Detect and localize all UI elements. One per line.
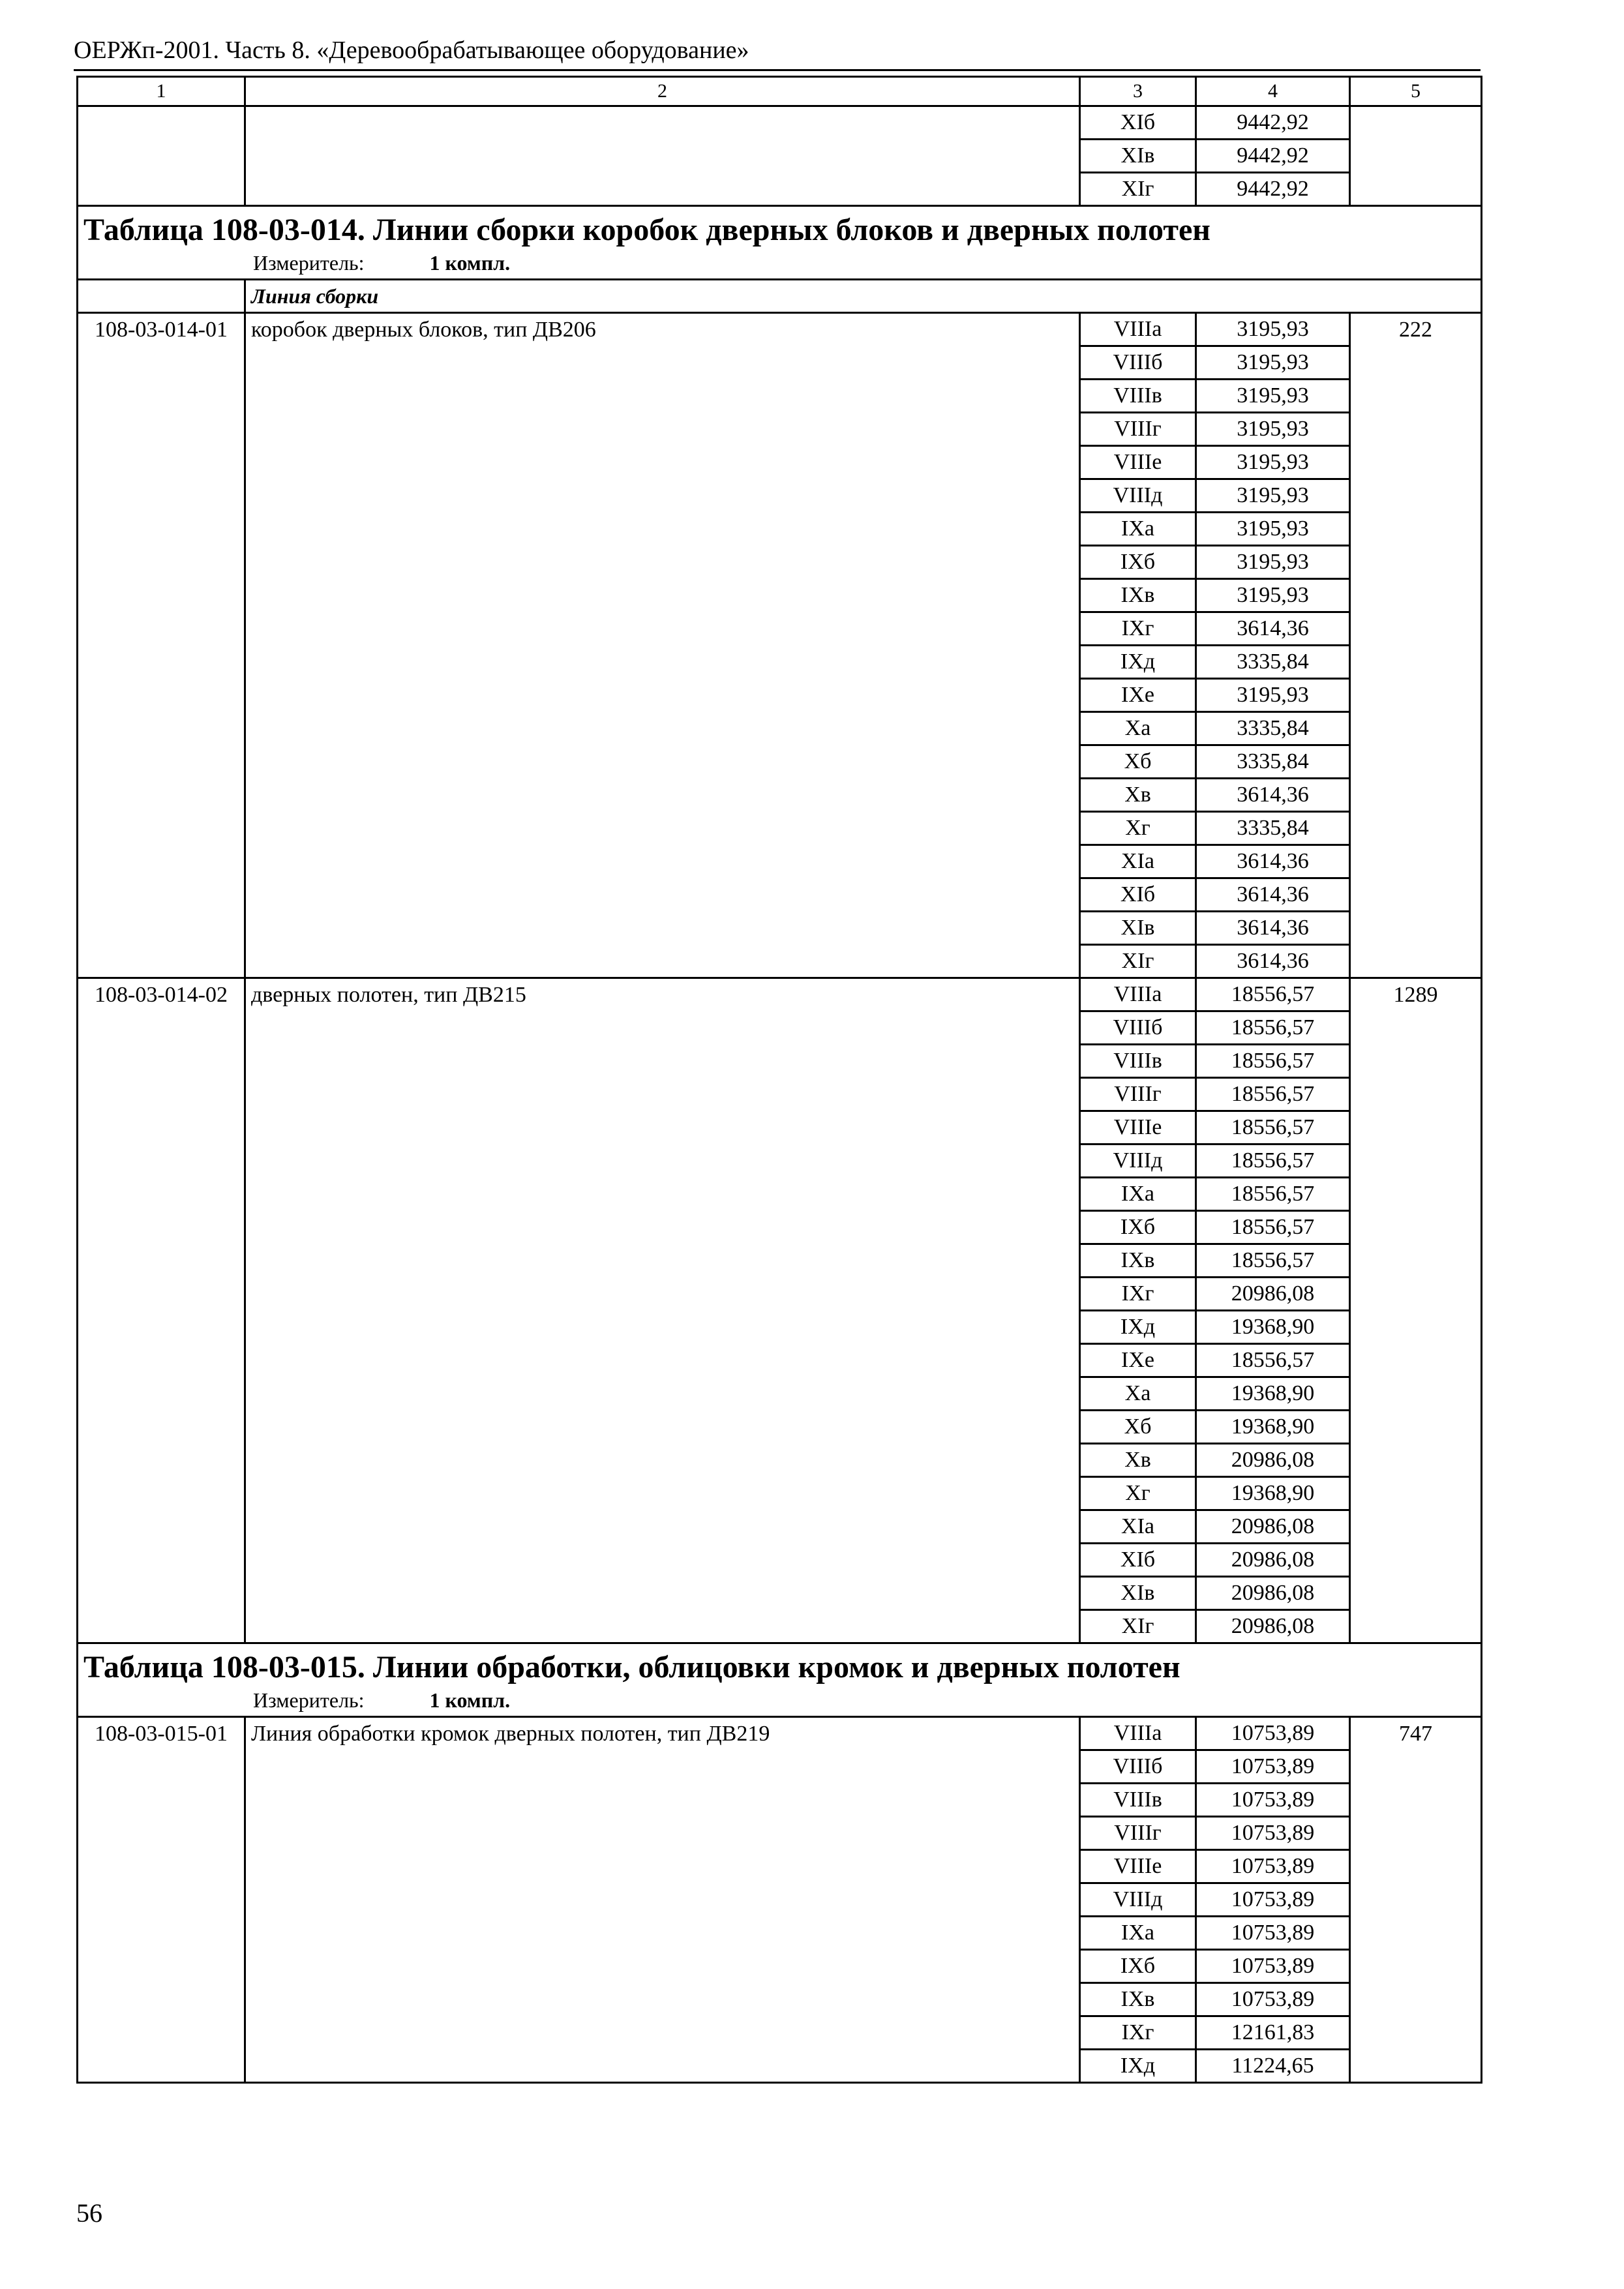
zone-cell: VIIIд xyxy=(1080,1883,1196,1916)
zone-cell: VIIIг xyxy=(1080,1816,1196,1849)
price-cell: 18556,57 xyxy=(1196,1244,1350,1277)
price-cell: 18556,57 xyxy=(1196,1144,1350,1177)
column5-cell: 747 xyxy=(1350,1716,1482,2082)
zone-cell: VIIIб xyxy=(1080,346,1196,379)
zone-cell: IXг xyxy=(1080,1277,1196,1310)
zone-cell: Xа xyxy=(1080,711,1196,745)
zone-cell: XIв xyxy=(1080,911,1196,944)
table-row xyxy=(78,106,1482,140)
price-cell: 18556,57 xyxy=(1196,1077,1350,1111)
zone-cell: IXб xyxy=(1080,1210,1196,1244)
price-cell: 3614,36 xyxy=(1196,944,1350,978)
price-cell: 18556,57 xyxy=(1196,1343,1350,1377)
price-cell: 3195,93 xyxy=(1196,445,1350,479)
price-cell: 20986,08 xyxy=(1196,1576,1350,1609)
zone-cell: Xб xyxy=(1080,745,1196,778)
price-cell: 3195,93 xyxy=(1196,545,1350,578)
zone-cell: XIб xyxy=(1080,878,1196,911)
price-cell: 3614,36 xyxy=(1196,911,1350,944)
item-description-cell: Линия обработки кромок дверных полотен, тип ДВ219 xyxy=(245,1716,1080,2082)
zone-cell: IXд xyxy=(1080,1310,1196,1343)
price-cell: 3614,36 xyxy=(1196,778,1350,811)
price-cell: 19368,90 xyxy=(1196,1377,1350,1410)
zone-cell: Xг xyxy=(1080,811,1196,845)
price-cell: 19368,90 xyxy=(1196,1310,1350,1343)
price-cell: 3195,93 xyxy=(1196,512,1350,545)
zone-cell: XIа xyxy=(1080,1510,1196,1543)
zone-cell: XIг xyxy=(1080,944,1196,978)
meter-label: Измеритель: xyxy=(253,1688,365,1712)
zone-cell: XIв xyxy=(1080,1576,1196,1609)
table-title-row xyxy=(78,1643,1482,1716)
price-cell: 3195,93 xyxy=(1196,678,1350,711)
price-cell: 18556,57 xyxy=(1196,978,1350,1011)
price-cell: 20986,08 xyxy=(1196,1609,1350,1643)
table-row xyxy=(78,1716,1482,1750)
zone-cell: IXг xyxy=(1080,2016,1196,2049)
price-cell: 9442,92 xyxy=(1196,140,1350,173)
price-cell: 3195,93 xyxy=(1196,479,1350,512)
table-title: Таблица 108-03-014. Линии сборки коробок дверных блоков и дверных полотен xyxy=(83,213,1210,247)
column5-cell: 222 xyxy=(1350,312,1482,978)
item-description-cell: коробок дверных блоков, тип ДВ206 xyxy=(245,312,1080,978)
column-number-row xyxy=(78,77,1482,106)
price-table-body xyxy=(78,77,1482,2083)
column-number: 2 xyxy=(245,77,1080,106)
subtitle-cell xyxy=(245,279,1482,312)
zone-cell: VIIIд xyxy=(1080,1144,1196,1177)
table-subtitle: Линия сборки xyxy=(251,284,379,308)
price-cell: 3335,84 xyxy=(1196,711,1350,745)
price-cell: 11224,65 xyxy=(1196,2049,1350,2082)
price-cell: 3195,93 xyxy=(1196,578,1350,612)
column-number: 1 xyxy=(78,77,245,106)
item-description-cell: дверных полотен, тип ДВ215 xyxy=(245,978,1080,1643)
table-row xyxy=(78,978,1482,1011)
zone-cell: VIIIд xyxy=(1080,479,1196,512)
zone-cell: VIIIе xyxy=(1080,1111,1196,1144)
page-header-title: ОЕРЖп-2001. Часть 8. «Деревообрабатывающее оборудование» xyxy=(74,37,749,64)
price-cell: 10753,89 xyxy=(1196,1916,1350,1949)
price-cell: 3614,36 xyxy=(1196,878,1350,911)
price-cell: 10753,89 xyxy=(1196,1883,1350,1916)
zone-cell: VIIIв xyxy=(1080,1044,1196,1077)
table-title-cell xyxy=(78,1643,1482,1716)
zone-cell: IXе xyxy=(1080,678,1196,711)
table-subtitle-row xyxy=(78,279,1482,312)
item-code-cell: 108-03-014-02 xyxy=(78,978,245,1643)
column5-cell: 1289 xyxy=(1350,978,1482,1643)
meter-label: Измеритель: xyxy=(253,250,365,275)
table-title-row xyxy=(78,206,1482,280)
price-cell: 3614,36 xyxy=(1196,612,1350,645)
zone-cell: Xв xyxy=(1080,778,1196,811)
price-cell: 9442,92 xyxy=(1196,173,1350,206)
price-cell: 3195,93 xyxy=(1196,412,1350,445)
zone-cell: VIIIб xyxy=(1080,1011,1196,1044)
zone-cell: Xб xyxy=(1080,1410,1196,1443)
zone-cell: IXа xyxy=(1080,1177,1196,1210)
zone-cell: VIIIа xyxy=(1080,978,1196,1011)
price-cell: 20986,08 xyxy=(1196,1543,1350,1576)
item-code-cell: 108-03-015-01 xyxy=(78,1716,245,2082)
price-cell: 3335,84 xyxy=(1196,811,1350,845)
item-code-cell: 108-03-014-01 xyxy=(78,312,245,978)
column-number: 3 xyxy=(1080,77,1196,106)
zone-cell: Xа xyxy=(1080,1377,1196,1410)
zone-cell: IXа xyxy=(1080,1916,1196,1949)
price-cell: 10753,89 xyxy=(1196,1849,1350,1883)
price-cell: 3335,84 xyxy=(1196,645,1350,678)
zone-cell: VIIIб xyxy=(1080,1750,1196,1783)
zone-cell: IXв xyxy=(1080,1982,1196,2016)
meter-value: 1 компл. xyxy=(429,250,511,275)
price-cell: 3614,36 xyxy=(1196,845,1350,878)
price-cell: 10753,89 xyxy=(1196,1716,1350,1750)
price-cell: 20986,08 xyxy=(1196,1443,1350,1476)
price-cell: 18556,57 xyxy=(1196,1177,1350,1210)
column-number: 4 xyxy=(1196,77,1350,106)
item-description-cell xyxy=(245,106,1080,206)
page-number: 56 xyxy=(76,2198,102,2228)
price-cell: 10753,89 xyxy=(1196,1783,1350,1816)
price-cell: 9442,92 xyxy=(1196,106,1350,140)
table-row xyxy=(78,312,1482,346)
price-cell: 20986,08 xyxy=(1196,1277,1350,1310)
item-code-cell xyxy=(78,106,245,206)
price-cell: 10753,89 xyxy=(1196,1816,1350,1849)
price-cell: 12161,83 xyxy=(1196,2016,1350,2049)
price-cell: 18556,57 xyxy=(1196,1011,1350,1044)
zone-cell: VIIIе xyxy=(1080,1849,1196,1883)
header-divider xyxy=(74,69,1481,71)
zone-cell: VIIIа xyxy=(1080,1716,1196,1750)
price-cell: 3335,84 xyxy=(1196,745,1350,778)
column-number: 5 xyxy=(1350,77,1482,106)
zone-cell: IXд xyxy=(1080,2049,1196,2082)
zone-cell: IXб xyxy=(1080,545,1196,578)
zone-cell: IXв xyxy=(1080,1244,1196,1277)
zone-cell: VIIIг xyxy=(1080,1077,1196,1111)
zone-cell: XIб xyxy=(1080,106,1196,140)
price-cell: 3195,93 xyxy=(1196,379,1350,412)
zone-cell: XIа xyxy=(1080,845,1196,878)
zone-cell: VIIIв xyxy=(1080,379,1196,412)
zone-cell: IXд xyxy=(1080,645,1196,678)
zone-cell: VIIIе xyxy=(1080,445,1196,479)
zone-cell: XIб xyxy=(1080,1543,1196,1576)
zone-cell: Xв xyxy=(1080,1443,1196,1476)
table-title: Таблица 108-03-015. Линии обработки, облицовки кромок и дверных полотен xyxy=(83,1649,1180,1684)
zone-cell: XIг xyxy=(1080,1609,1196,1643)
price-cell: 10753,89 xyxy=(1196,1949,1350,1982)
zone-cell: XIг xyxy=(1080,173,1196,206)
zone-cell: IXг xyxy=(1080,612,1196,645)
price-cell: 20986,08 xyxy=(1196,1510,1350,1543)
zone-cell: Xг xyxy=(1080,1476,1196,1510)
price-cell: 18556,57 xyxy=(1196,1210,1350,1244)
column5-cell xyxy=(1350,106,1482,206)
zone-cell: IXе xyxy=(1080,1343,1196,1377)
price-cell: 3195,93 xyxy=(1196,346,1350,379)
price-cell: 10753,89 xyxy=(1196,1982,1350,2016)
price-cell: 10753,89 xyxy=(1196,1750,1350,1783)
price-cell: 19368,90 xyxy=(1196,1476,1350,1510)
zone-cell: VIIIг xyxy=(1080,412,1196,445)
price-table xyxy=(76,76,1482,2084)
price-cell: 3195,93 xyxy=(1196,312,1350,346)
price-cell: 18556,57 xyxy=(1196,1044,1350,1077)
meter-value: 1 компл. xyxy=(429,1688,511,1712)
table-meter xyxy=(78,1685,1481,1716)
zone-cell: VIIIв xyxy=(1080,1783,1196,1816)
zone-cell: IXа xyxy=(1080,512,1196,545)
table-title-cell xyxy=(78,206,1482,280)
price-cell: 19368,90 xyxy=(1196,1410,1350,1443)
zone-cell: VIIIа xyxy=(1080,312,1196,346)
zone-cell: IXб xyxy=(1080,1949,1196,1982)
table-meter xyxy=(78,248,1481,278)
subtitle-code-cell xyxy=(78,279,245,312)
zone-cell: IXв xyxy=(1080,578,1196,612)
zone-cell: XIв xyxy=(1080,140,1196,173)
price-cell: 18556,57 xyxy=(1196,1111,1350,1144)
